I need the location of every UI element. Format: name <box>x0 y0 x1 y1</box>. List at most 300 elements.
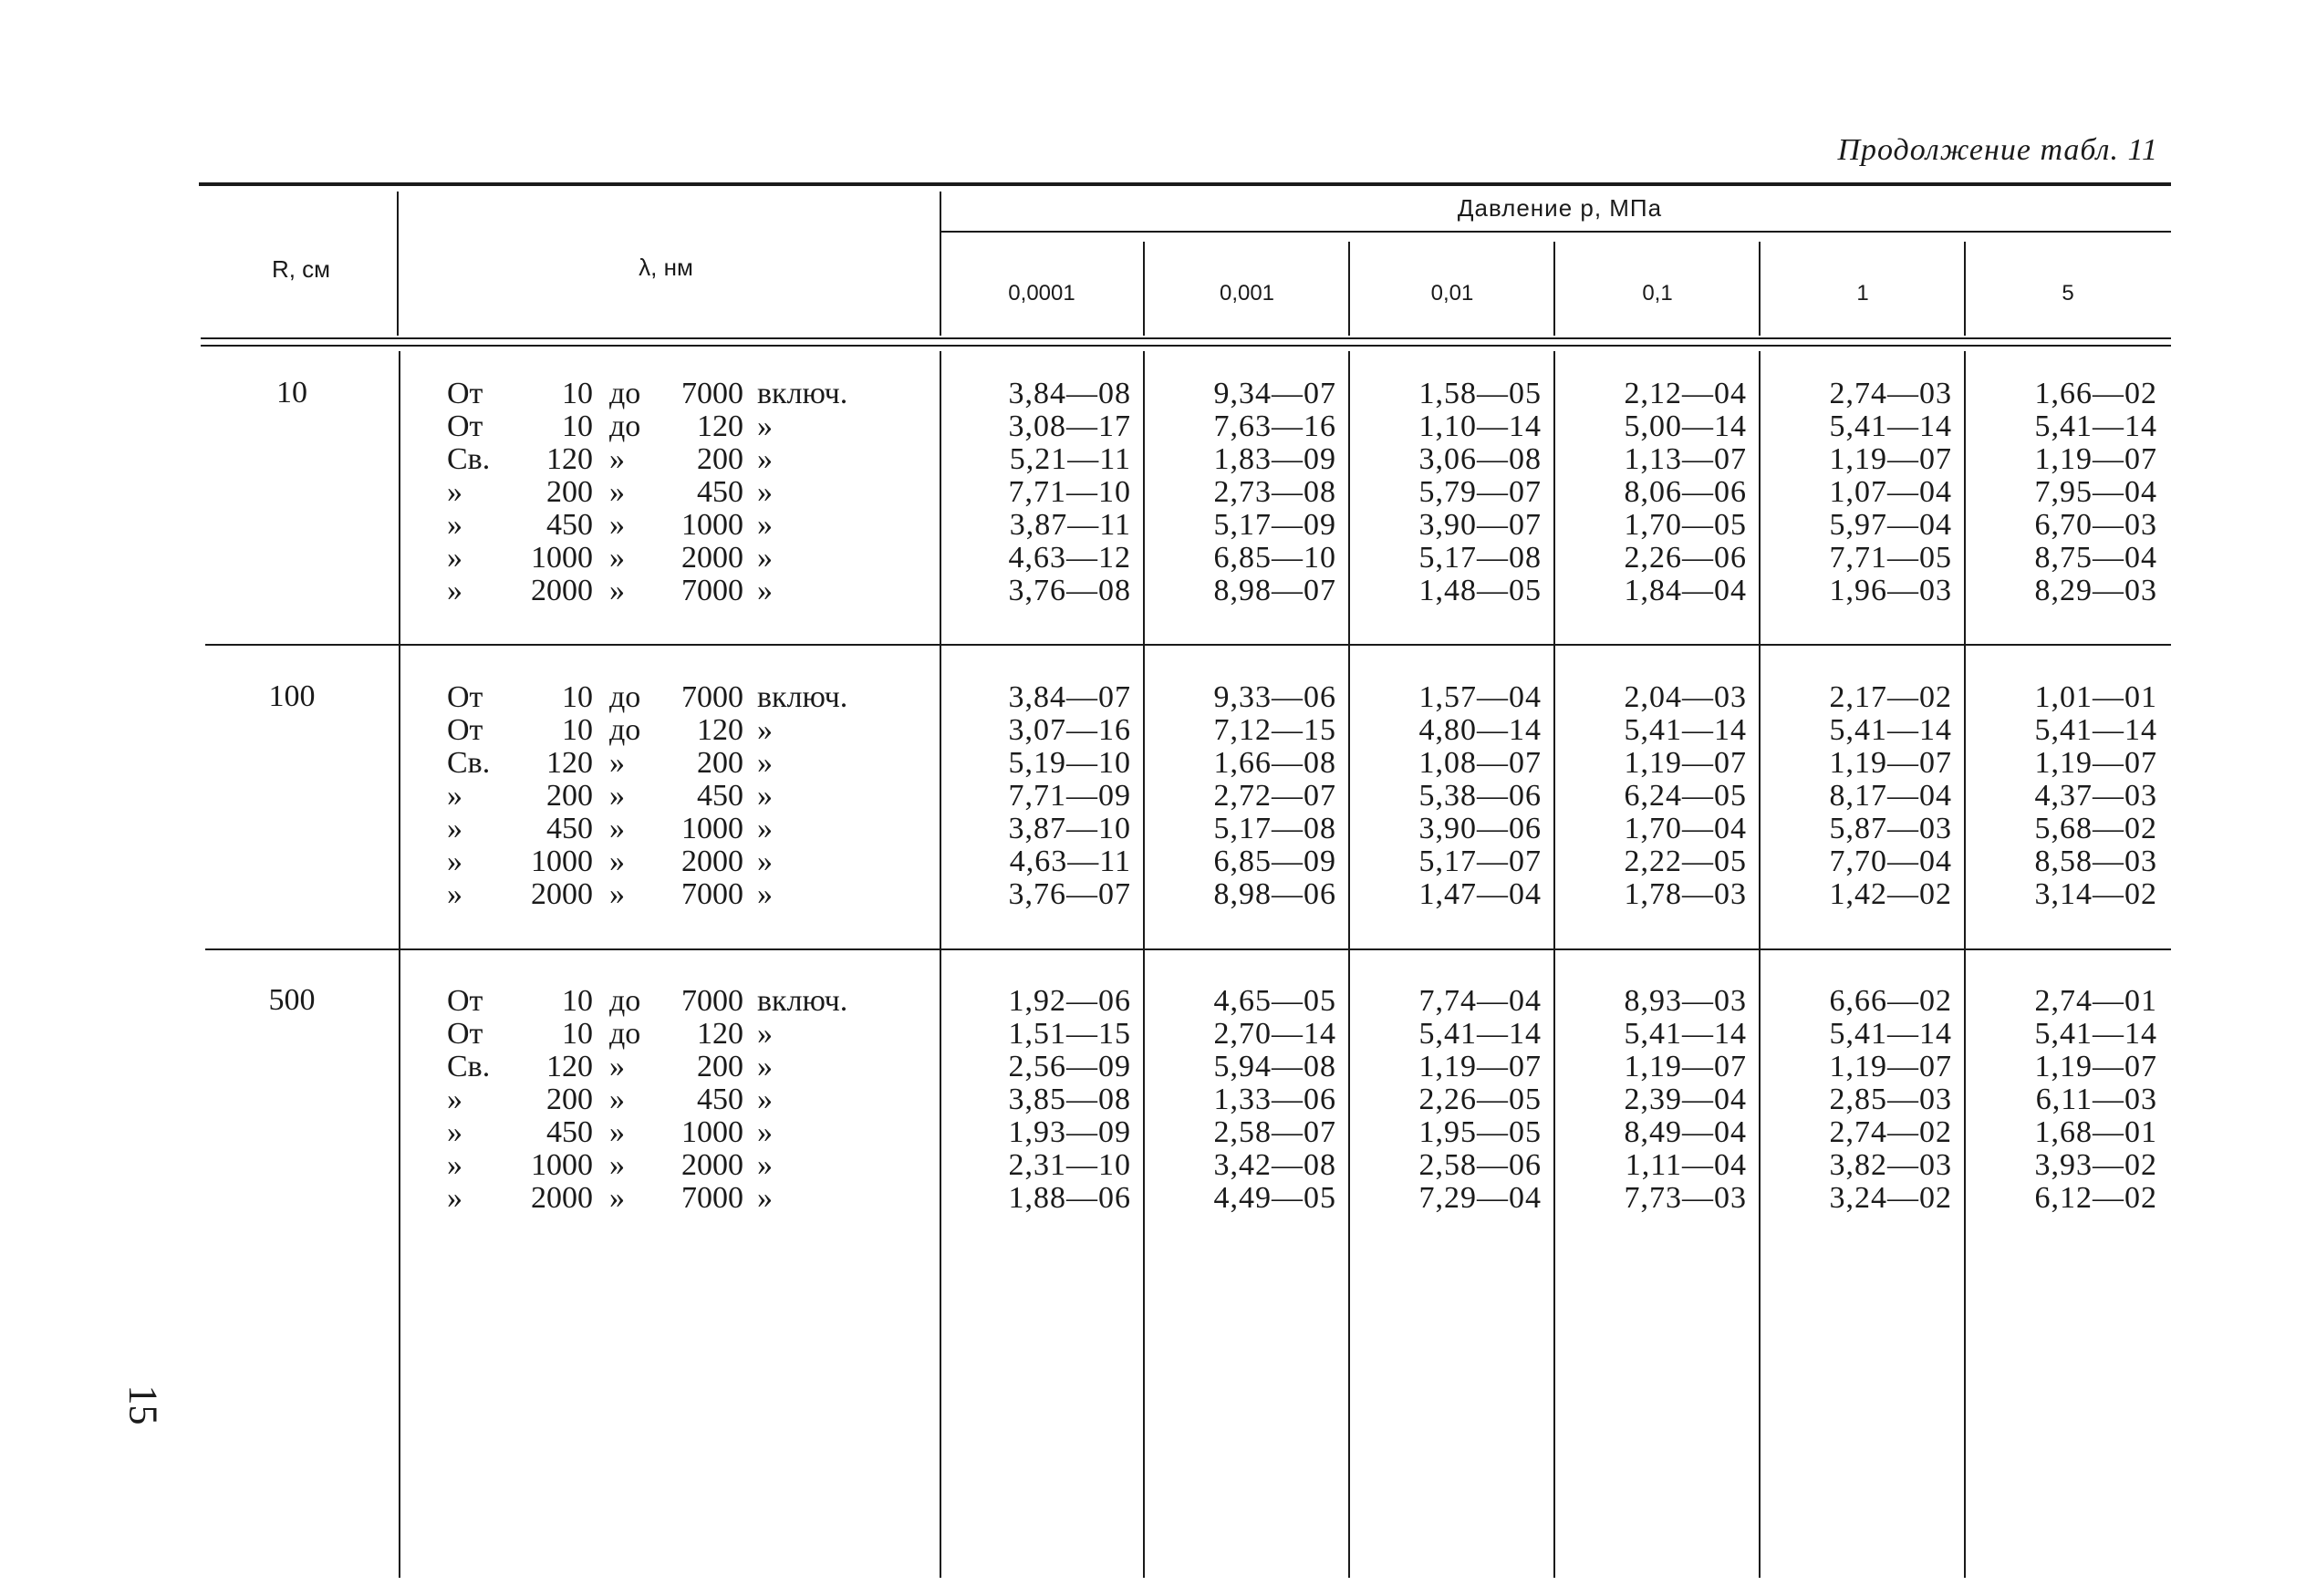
range-connector: » <box>609 1115 625 1149</box>
wavelength-range-list <box>447 985 848 1215</box>
range-from: 120 <box>546 1050 593 1083</box>
header-divider <box>1964 242 1966 336</box>
table-cell: 8,49—04 <box>1624 1115 1747 1149</box>
range-to: 200 <box>697 746 743 780</box>
column-divider <box>940 351 941 1578</box>
table-cell: 1,11—04 <box>1625 1148 1747 1182</box>
radius-value: 100 <box>268 679 316 713</box>
range-to: 1000 <box>681 1115 743 1149</box>
range-to: 200 <box>697 442 743 476</box>
table-cell: 3,07—16 <box>1008 713 1131 747</box>
table-cell: 5,79—07 <box>1418 475 1542 509</box>
pressure-value-column <box>1359 378 1542 607</box>
range-suffix: » <box>757 779 773 813</box>
table-cell: 4,37—03 <box>2034 779 2157 813</box>
pressure-value-column <box>1564 378 1747 607</box>
table-cell: 9,33—06 <box>1213 680 1336 714</box>
range-to: 2000 <box>681 541 743 575</box>
range-from: 200 <box>546 1083 593 1116</box>
range-to: 120 <box>697 713 743 747</box>
table-cell: 1,19—07 <box>1829 1050 1952 1083</box>
wavelength-range-list <box>447 378 848 607</box>
table-top-rule <box>199 182 2171 186</box>
wavelength-range <box>447 1116 848 1149</box>
table-cell: 4,49—05 <box>1213 1181 1336 1215</box>
range-suffix: включ. <box>757 680 848 714</box>
table-cell: 7,74—04 <box>1418 984 1542 1018</box>
range-to: 7000 <box>681 984 743 1018</box>
range-prefix: От <box>447 680 483 714</box>
range-connector: » <box>609 475 625 509</box>
range-connector: до <box>609 377 641 410</box>
table-cell: 1,78—03 <box>1624 877 1747 911</box>
table-cell: 3,90—06 <box>1418 812 1542 845</box>
range-suffix: » <box>757 508 773 542</box>
range-suffix: » <box>757 541 773 575</box>
pressure-value-column <box>949 985 1131 1215</box>
pressure-value-column <box>1154 378 1336 607</box>
pressure-value-column <box>1770 681 1952 911</box>
header-wavelength: λ, нм <box>639 254 693 281</box>
table-cell: 3,08—17 <box>1008 409 1131 443</box>
table-cell: 1,51—15 <box>1008 1017 1131 1051</box>
wavelength-range <box>447 1083 848 1116</box>
table-cell: 2,58—07 <box>1213 1115 1336 1149</box>
table-cell: 1,33—06 <box>1213 1083 1336 1116</box>
header-divider <box>1759 242 1761 336</box>
table-cell: 2,56—09 <box>1008 1050 1131 1083</box>
wavelength-range-list <box>447 681 848 911</box>
table-cell: 5,41—14 <box>2034 713 2157 747</box>
range-prefix: » <box>447 779 462 813</box>
range-connector: до <box>609 680 641 714</box>
table-cell: 1,66—02 <box>2034 377 2157 410</box>
table-cell: 2,39—04 <box>1624 1083 1747 1116</box>
radius-value: 500 <box>268 983 316 1017</box>
table-cell: 6,85—09 <box>1213 845 1336 878</box>
column-divider <box>1553 351 1555 1578</box>
column-divider <box>1348 351 1350 1578</box>
header-divider <box>1143 242 1145 336</box>
range-prefix: Св. <box>447 442 491 476</box>
wavelength-range <box>447 509 848 542</box>
column-divider <box>399 351 400 1578</box>
table-cell: 3,82—03 <box>1829 1148 1952 1182</box>
range-connector: » <box>609 1083 625 1116</box>
radius-value: 10 <box>276 376 307 409</box>
range-connector: до <box>609 1017 641 1051</box>
pressure-value-column <box>1770 378 1952 607</box>
range-from: 1000 <box>531 541 593 575</box>
table-cell: 2,26—05 <box>1418 1083 1542 1116</box>
range-from: 2000 <box>531 877 593 911</box>
range-from: 1000 <box>531 845 593 878</box>
table-cell: 8,98—07 <box>1213 574 1336 607</box>
table-cell: 1,01—01 <box>2034 680 2157 714</box>
table-cell: 5,41—14 <box>2034 1017 2157 1051</box>
header-pressure-col: 0,001 <box>1219 281 1275 306</box>
table-cell: 2,74—01 <box>2034 984 2157 1018</box>
range-suffix: » <box>757 409 773 443</box>
range-from: 450 <box>546 812 593 845</box>
table-cell: 3,06—08 <box>1418 442 1542 476</box>
pressure-value-column <box>1770 985 1952 1215</box>
range-suffix: » <box>757 1115 773 1149</box>
table-cell: 1,19—07 <box>2034 1050 2157 1083</box>
pressure-value-column <box>1564 681 1747 911</box>
table-cell: 5,41—14 <box>1624 713 1747 747</box>
range-from: 120 <box>546 442 593 476</box>
pressure-group-rule <box>940 231 2171 233</box>
range-to: 2000 <box>681 845 743 878</box>
table-cell: 8,58—03 <box>2034 845 2157 878</box>
range-to: 7000 <box>681 680 743 714</box>
table-cell: 6,70—03 <box>2034 508 2157 542</box>
table-cell: 4,63—11 <box>1009 845 1131 878</box>
range-suffix: » <box>757 442 773 476</box>
pressure-value-column <box>949 681 1131 911</box>
range-suffix: » <box>757 877 773 911</box>
range-from: 450 <box>546 508 593 542</box>
range-prefix: Св. <box>447 746 491 780</box>
wavelength-range <box>447 1149 848 1182</box>
wavelength-range <box>447 813 848 845</box>
table-cell: 8,75—04 <box>2034 541 2157 575</box>
range-suffix: » <box>757 812 773 845</box>
table-cell: 4,80—14 <box>1418 713 1542 747</box>
table-cell: 2,04—03 <box>1624 680 1747 714</box>
header-bottom-rule-2 <box>201 345 2171 347</box>
table-cell: 1,08—07 <box>1418 746 1542 780</box>
table-cell: 8,29—03 <box>2034 574 2157 607</box>
range-suffix: » <box>757 1050 773 1083</box>
range-to: 450 <box>697 779 743 813</box>
wavelength-range <box>447 1051 848 1083</box>
table-cell: 5,87—03 <box>1829 812 1952 845</box>
range-connector: » <box>609 1181 625 1215</box>
pressure-value-column <box>1154 985 1336 1215</box>
range-suffix: » <box>757 746 773 780</box>
table-cell: 3,84—07 <box>1008 680 1131 714</box>
pressure-value-column <box>1359 681 1542 911</box>
range-from: 10 <box>562 680 593 714</box>
table-cell: 1,70—05 <box>1624 508 1747 542</box>
range-prefix: От <box>447 713 483 747</box>
range-suffix: » <box>757 845 773 878</box>
table-cell: 1,19—07 <box>1624 1050 1747 1083</box>
range-to: 200 <box>697 1050 743 1083</box>
column-divider <box>1143 351 1145 1578</box>
wavelength-range <box>447 575 848 607</box>
table-cell: 1,13—07 <box>1624 442 1747 476</box>
range-connector: » <box>609 1050 625 1083</box>
table-cell: 3,85—08 <box>1008 1083 1131 1116</box>
table-cell: 1,10—14 <box>1418 409 1542 443</box>
range-from: 10 <box>562 713 593 747</box>
range-suffix: » <box>757 713 773 747</box>
pressure-value-column <box>1975 681 2157 911</box>
table-cell: 1,19—07 <box>2034 442 2157 476</box>
table-cell: 2,74—03 <box>1829 377 1952 410</box>
pressure-value-column <box>1154 681 1336 911</box>
range-from: 10 <box>562 1017 593 1051</box>
wavelength-range <box>447 1018 848 1051</box>
table-cell: 1,66—08 <box>1213 746 1336 780</box>
table-cell: 1,84—04 <box>1624 574 1747 607</box>
table-cell: 7,63—16 <box>1213 409 1336 443</box>
range-from: 10 <box>562 984 593 1018</box>
wavelength-range <box>447 410 848 443</box>
range-prefix: От <box>447 1017 483 1051</box>
pressure-value-column <box>1359 985 1542 1215</box>
table-cell: 6,11—03 <box>2035 1083 2157 1116</box>
table-cell: 2,72—07 <box>1213 779 1336 813</box>
range-connector: » <box>609 812 625 845</box>
table-cell: 1,19—07 <box>1829 746 1952 780</box>
header-pressure-col: 0,1 <box>1642 281 1673 306</box>
table-cell: 5,17—07 <box>1418 845 1542 878</box>
range-from: 200 <box>546 475 593 509</box>
table-cell: 1,19—07 <box>1829 442 1952 476</box>
range-suffix: » <box>757 475 773 509</box>
range-from: 2000 <box>531 1181 593 1215</box>
table-cell: 2,31—10 <box>1008 1148 1131 1182</box>
table-cell: 1,68—01 <box>2034 1115 2157 1149</box>
table-cell: 3,14—02 <box>2034 877 2157 911</box>
range-to: 7000 <box>681 574 743 607</box>
table-cell: 8,93—03 <box>1624 984 1747 1018</box>
table-cell: 5,00—14 <box>1624 409 1747 443</box>
table-cell: 1,92—06 <box>1008 984 1131 1018</box>
table-cell: 5,41—14 <box>2034 409 2157 443</box>
table-cell: 2,58—06 <box>1418 1148 1542 1182</box>
wavelength-range <box>447 747 848 780</box>
pressure-value-column <box>949 378 1131 607</box>
range-from: 10 <box>562 409 593 443</box>
table-cell: 6,24—05 <box>1624 779 1747 813</box>
range-prefix: » <box>447 877 462 911</box>
range-connector: » <box>609 1148 625 1182</box>
range-connector: до <box>609 713 641 747</box>
range-to: 120 <box>697 1017 743 1051</box>
range-prefix: » <box>447 845 462 878</box>
table-cell: 2,85—03 <box>1829 1083 1952 1116</box>
range-suffix: » <box>757 1181 773 1215</box>
table-cell: 3,24—02 <box>1829 1181 1952 1215</box>
wavelength-range <box>447 878 848 911</box>
header-pressure-col: 5 <box>2062 281 2074 306</box>
table-cell: 2,12—04 <box>1624 377 1747 410</box>
table-cell: 7,71—10 <box>1008 475 1131 509</box>
table-cell: 7,71—09 <box>1008 779 1131 813</box>
range-to: 1000 <box>681 812 743 845</box>
table-cell: 5,97—04 <box>1829 508 1952 542</box>
column-divider <box>1964 351 1966 1578</box>
range-to: 2000 <box>681 1148 743 1182</box>
header-divider <box>1348 242 1350 336</box>
range-prefix: Св. <box>447 1050 491 1083</box>
range-connector: » <box>609 574 625 607</box>
pressure-value-column <box>1975 985 2157 1215</box>
range-suffix: » <box>757 574 773 607</box>
table-cell: 2,26—06 <box>1624 541 1747 575</box>
range-connector: » <box>609 845 625 878</box>
wavelength-range <box>447 681 848 714</box>
range-prefix: » <box>447 475 462 509</box>
column-divider <box>1759 351 1761 1578</box>
table-cell: 5,21—11 <box>1009 442 1131 476</box>
wavelength-range <box>447 780 848 813</box>
table-cell: 5,38—06 <box>1418 779 1542 813</box>
range-connector: » <box>609 541 625 575</box>
table-cell: 1,70—04 <box>1624 812 1747 845</box>
table-cell: 3,87—10 <box>1008 812 1131 845</box>
table-cell: 2,17—02 <box>1829 680 1952 714</box>
table-cell: 5,41—14 <box>1829 713 1952 747</box>
wavelength-range <box>447 845 848 878</box>
table-cell: 1,83—09 <box>1213 442 1336 476</box>
range-from: 1000 <box>531 1148 593 1182</box>
wavelength-range <box>447 443 848 476</box>
range-suffix: » <box>757 1083 773 1116</box>
table-cell: 5,68—02 <box>2034 812 2157 845</box>
header-radius: R, см <box>271 255 331 283</box>
header-pressure-group: Давление p, МПа <box>1457 194 1663 222</box>
range-prefix: » <box>447 508 462 542</box>
range-prefix: » <box>447 1083 462 1116</box>
wavelength-range <box>447 985 848 1018</box>
header-pressure-col: 1 <box>1856 281 1869 306</box>
range-prefix: » <box>447 1148 462 1182</box>
range-to: 1000 <box>681 508 743 542</box>
table-cell: 5,41—14 <box>1829 1017 1952 1051</box>
range-to: 450 <box>697 1083 743 1116</box>
table-cell: 1,48—05 <box>1418 574 1542 607</box>
range-prefix: От <box>447 409 483 443</box>
table-cell: 7,71—05 <box>1829 541 1952 575</box>
table-cell: 1,96—03 <box>1829 574 1952 607</box>
table-cell: 5,17—08 <box>1418 541 1542 575</box>
table-cell: 7,70—04 <box>1829 845 1952 878</box>
table-cell: 7,29—04 <box>1418 1181 1542 1215</box>
table-cell: 5,41—14 <box>1829 409 1952 443</box>
range-prefix: » <box>447 1115 462 1149</box>
range-from: 10 <box>562 377 593 410</box>
table-cell: 3,76—07 <box>1008 877 1131 911</box>
header-pressure-col: 0,01 <box>1430 281 1474 306</box>
table-cell: 3,90—07 <box>1418 508 1542 542</box>
table-cell: 5,94—08 <box>1213 1050 1336 1083</box>
table-cell: 1,19—07 <box>1418 1050 1542 1083</box>
table-cell: 8,98—06 <box>1213 877 1336 911</box>
range-suffix: » <box>757 1017 773 1051</box>
table-cell: 8,17—04 <box>1829 779 1952 813</box>
table-cell: 5,17—09 <box>1213 508 1336 542</box>
table-cell: 2,70—14 <box>1213 1017 1336 1051</box>
table-cell: 2,22—05 <box>1624 845 1747 878</box>
header-pressure-col: 0,0001 <box>1008 281 1075 306</box>
table-cell: 1,95—05 <box>1418 1115 1542 1149</box>
range-to: 7000 <box>681 377 743 410</box>
range-connector: » <box>609 746 625 780</box>
table-cell: 4,63—12 <box>1008 541 1131 575</box>
page-number: 15 <box>120 1384 166 1425</box>
wavelength-range <box>447 542 848 575</box>
table-cell: 7,73—03 <box>1624 1181 1747 1215</box>
range-prefix: » <box>447 1181 462 1215</box>
table-cell: 3,93—02 <box>2034 1148 2157 1182</box>
table-cell: 1,19—07 <box>2034 746 2157 780</box>
table-cell: 1,07—04 <box>1829 475 1952 509</box>
table-cell: 2,74—02 <box>1829 1115 1952 1149</box>
table-cell: 1,58—05 <box>1418 377 1542 410</box>
block-separator <box>205 948 2171 950</box>
table-cell: 7,95—04 <box>2034 475 2157 509</box>
table-cell: 3,84—08 <box>1008 377 1131 410</box>
range-to: 450 <box>697 475 743 509</box>
header-divider <box>1553 242 1555 336</box>
table-cell: 7,12—15 <box>1213 713 1336 747</box>
header-bottom-rule <box>201 337 2171 339</box>
table-cell: 5,41—14 <box>1624 1017 1747 1051</box>
table-cell: 3,42—08 <box>1213 1148 1336 1182</box>
table-cell: 1,93—09 <box>1008 1115 1131 1149</box>
range-suffix: включ. <box>757 984 848 1018</box>
range-suffix: » <box>757 1148 773 1182</box>
table-cell: 1,19—07 <box>1624 746 1747 780</box>
range-connector: » <box>609 779 625 813</box>
table-cell: 5,41—14 <box>1418 1017 1542 1051</box>
table-cell: 1,47—04 <box>1418 877 1542 911</box>
wavelength-range <box>447 1182 848 1215</box>
range-from: 2000 <box>531 574 593 607</box>
block-separator <box>205 644 2171 646</box>
wavelength-range <box>447 476 848 509</box>
range-from: 120 <box>546 746 593 780</box>
table-cell: 6,66—02 <box>1829 984 1952 1018</box>
range-prefix: От <box>447 377 483 410</box>
range-to: 120 <box>697 409 743 443</box>
range-connector: до <box>609 984 641 1018</box>
table-cell: 3,87—11 <box>1009 508 1131 542</box>
range-prefix: От <box>447 984 483 1018</box>
table-cell: 6,12—02 <box>2034 1181 2157 1215</box>
range-prefix: » <box>447 541 462 575</box>
range-from: 450 <box>546 1115 593 1149</box>
table-cell: 2,73—08 <box>1213 475 1336 509</box>
range-to: 7000 <box>681 877 743 911</box>
table-cell: 9,34—07 <box>1213 377 1336 410</box>
range-connector: до <box>609 409 641 443</box>
table-cell: 1,57—04 <box>1418 680 1542 714</box>
table-cell: 1,42—02 <box>1829 877 1952 911</box>
table-cell: 4,65—05 <box>1213 984 1336 1018</box>
table-cell: 5,19—10 <box>1008 746 1131 780</box>
range-suffix: включ. <box>757 377 848 410</box>
table-caption: Продолжение табл. 11 <box>1837 133 2158 167</box>
range-prefix: » <box>447 812 462 845</box>
header-divider <box>940 192 941 336</box>
range-connector: » <box>609 442 625 476</box>
range-connector: » <box>609 508 625 542</box>
table-cell: 5,17—08 <box>1213 812 1336 845</box>
range-to: 7000 <box>681 1181 743 1215</box>
range-prefix: » <box>447 574 462 607</box>
table-cell: 6,85—10 <box>1213 541 1336 575</box>
range-from: 200 <box>546 779 593 813</box>
range-connector: » <box>609 877 625 911</box>
table-cell: 8,06—06 <box>1624 475 1747 509</box>
